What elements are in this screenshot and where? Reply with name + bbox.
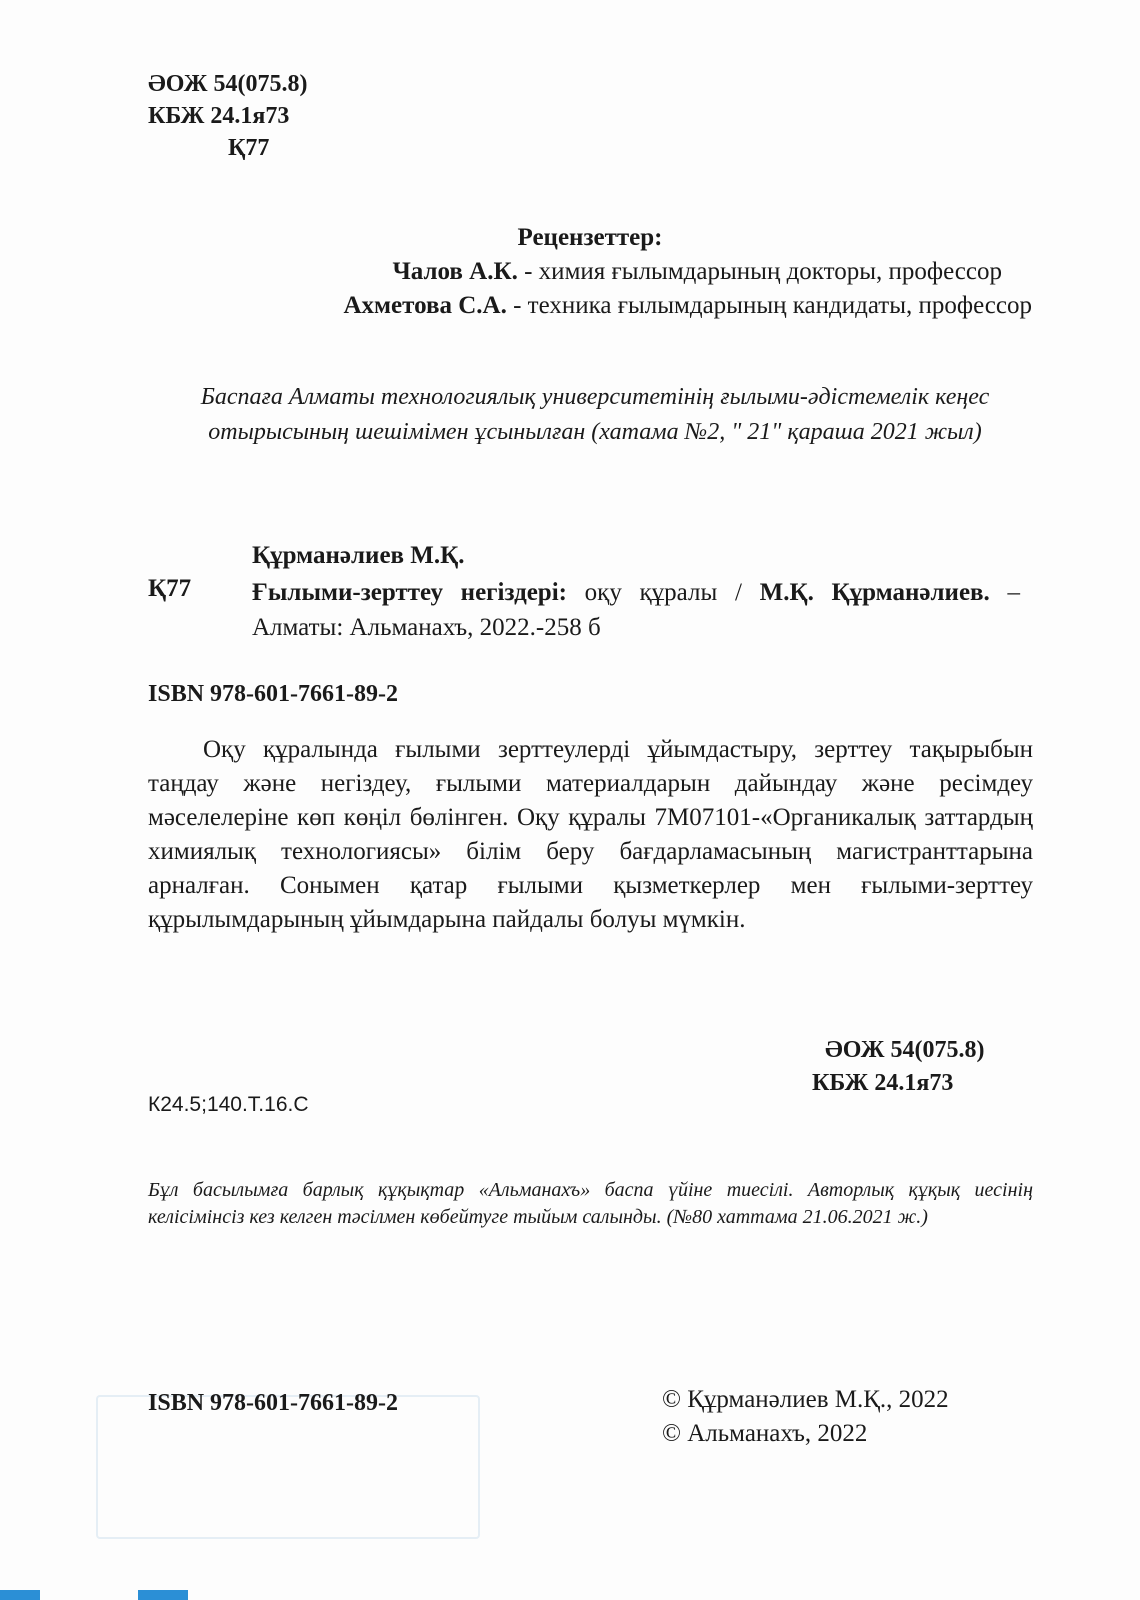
isbn-top: ISBN 978-601-7661-89-2 <box>148 681 398 707</box>
reviewer-1-desc: - химия ғылымдарының докторы, профессор <box>517 258 1002 285</box>
reviewer-2-desc: - техника ғылымдарының кандидаты, профессор <box>506 292 1032 319</box>
catalog-title: Ғылыми-зерттеу негіздері: <box>252 579 567 606</box>
publication-recommendation: Баспаға Алматы технологиялық университетінің ғылыми-әдістемелік кеңес отырысының шешімімен ұсынылған (хатама №2, " 21" қараша 2021 жыл) <box>200 384 990 445</box>
catalog-imprint: – Алматы: Альманахъ, 2022.-258 б <box>252 579 1021 641</box>
reviewers-title: Рецензеттер: <box>517 224 663 251</box>
copyright-author: © Құрманәлиев М.Қ., 2022 <box>662 1386 949 1413</box>
author-mark: Қ77 <box>228 135 270 161</box>
edge-tab-left <box>0 1590 40 1600</box>
isbn-bottom: ISBN 978-601-7661-89-2 <box>148 1390 398 1416</box>
reviewer-2 <box>150 292 1032 320</box>
catalog-code: Қ77 <box>148 575 192 602</box>
catalog-title-rest: оқу құралы / <box>566 579 760 606</box>
copyright-publisher: © Альманахъ, 2022 <box>662 1420 868 1447</box>
udc-code-bottom: ӘОЖ 54(075.8) <box>825 1037 985 1063</box>
rights-notice: Бұл басылымға барлық құқықтар «Альманахъ» баспа үйіне тиесілі. Авторлық құқық иесінің келісімінсіз кез келген тәсілмен көбейтуге тыйым салынды. (№80 хаттама 21.06.2021 ж.) <box>148 1179 1033 1228</box>
catalog-entry <box>252 575 1020 645</box>
lbc-code: КБЖ 24.1я73 <box>148 103 290 129</box>
edge-tab-right <box>138 1590 188 1600</box>
reviewer-1-name: Чалов А.К. <box>392 258 518 285</box>
abstract <box>148 733 1033 937</box>
reviewer-2-name: Ахметова С.А. <box>343 292 507 319</box>
catalog-author: Құрманәлиев М.Қ. <box>252 542 465 569</box>
udc-code: ӘОЖ 54(075.8) <box>148 71 308 97</box>
k-code: К24.5;140.Т.16.С <box>148 1093 309 1116</box>
lbc-code-bottom: КБЖ 24.1я73 <box>812 1070 954 1096</box>
catalog-author2: М.Қ. Құрманәлиев. <box>759 579 990 606</box>
abstract-text: Оқу құралында ғылыми зерттеулерді ұйымдастыру, зерттеу тақырыбын таңдау және негіздеу, ғылыми материалдарын дайындау және ресімдеу мәселелеріне көп көңіл бөлінген. Оқу құралы 7М07101-«Органикалық заттардың химиялық технологиясы» білім беру бағдарламасының магистранттарына арналған. Сонымен қатар ғылыми қызметкерлер мен ғылыми-зерттеу құрылымдарының ұйымдарына пайдалы болуы мүмкін. <box>148 736 1033 933</box>
reviewer-1 <box>150 258 1002 286</box>
